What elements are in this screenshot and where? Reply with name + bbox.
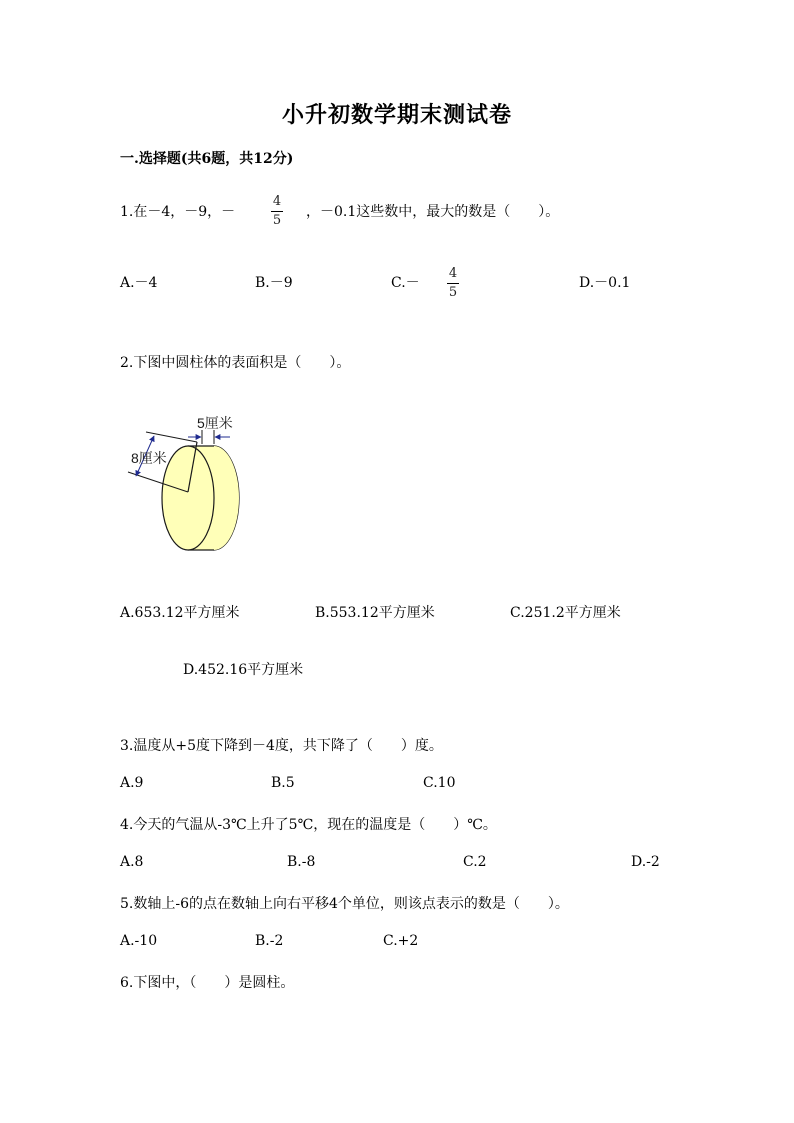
q4-option-b[interactable]: B.-8 <box>287 854 316 870</box>
question-2-text: 2.下图中圆柱体的表面积是（ ）。 <box>120 355 351 371</box>
question-3-text: 3.温度从+5度下降到－4度，共下降了（ ）度。 <box>120 738 443 754</box>
height-label: 5厘米 <box>197 415 233 431</box>
question-1-prefix: 1.在－4，－9，－ <box>120 204 236 220</box>
fraction-numerator: 4 <box>448 266 458 281</box>
q4-option-c[interactable]: C.2 <box>463 854 487 870</box>
q3-option-b[interactable]: B.5 <box>271 775 295 791</box>
fraction-numerator: 4 <box>272 194 282 209</box>
question-5-text: 5.数轴上-6的点在数轴上向右平移4个单位，则该点表示的数是（ ）。 <box>120 896 569 912</box>
cylinder-figure <box>118 410 258 558</box>
q1-option-b[interactable]: B.－9 <box>255 275 293 291</box>
q2-option-c[interactable]: C.251.2平方厘米 <box>510 605 621 621</box>
fraction-denominator: 5 <box>448 285 458 300</box>
q1-option-c-fraction <box>447 267 459 300</box>
radius-label: 8厘米 <box>131 450 167 466</box>
q3-option-a[interactable]: A.9 <box>120 775 144 791</box>
q5-option-c[interactable]: C.+2 <box>383 933 419 949</box>
question-1-suffix: ，－0.1这些数中，最大的数是（ ）。 <box>306 204 560 220</box>
fraction-bar <box>447 283 459 284</box>
q4-option-d[interactable]: D.-2 <box>631 854 660 870</box>
cylinder-front-face <box>162 446 214 550</box>
q3-option-c[interactable]: C.10 <box>423 775 456 791</box>
q5-option-a[interactable]: A.-10 <box>120 933 158 949</box>
q1-option-c[interactable]: C.－ <box>391 275 420 291</box>
q1-option-d[interactable]: D.－0.1 <box>579 275 631 291</box>
question-4-text: 4.今天的气温从-3℃上升了5℃，现在的温度是（ ）℃。 <box>120 817 497 833</box>
fraction-bar <box>271 211 283 212</box>
q2-option-a[interactable]: A.653.12平方厘米 <box>120 605 240 621</box>
question-1-fraction <box>271 195 283 228</box>
page-title: 小升初数学期末测试卷 <box>281 102 512 128</box>
q4-option-a[interactable]: A.8 <box>120 854 144 870</box>
q1-option-a[interactable]: A.－4 <box>120 275 158 291</box>
q2-option-b[interactable]: B.553.12平方厘米 <box>315 605 435 621</box>
fraction-denominator: 5 <box>272 213 282 228</box>
section-heading: 一.选择题(共6题，共12分) <box>120 151 294 167</box>
q2-option-d[interactable]: D.452.16平方厘米 <box>183 662 304 678</box>
q5-option-b[interactable]: B.-2 <box>255 933 284 949</box>
question-6-text: 6.下图中，（ ）是圆柱。 <box>120 975 295 991</box>
